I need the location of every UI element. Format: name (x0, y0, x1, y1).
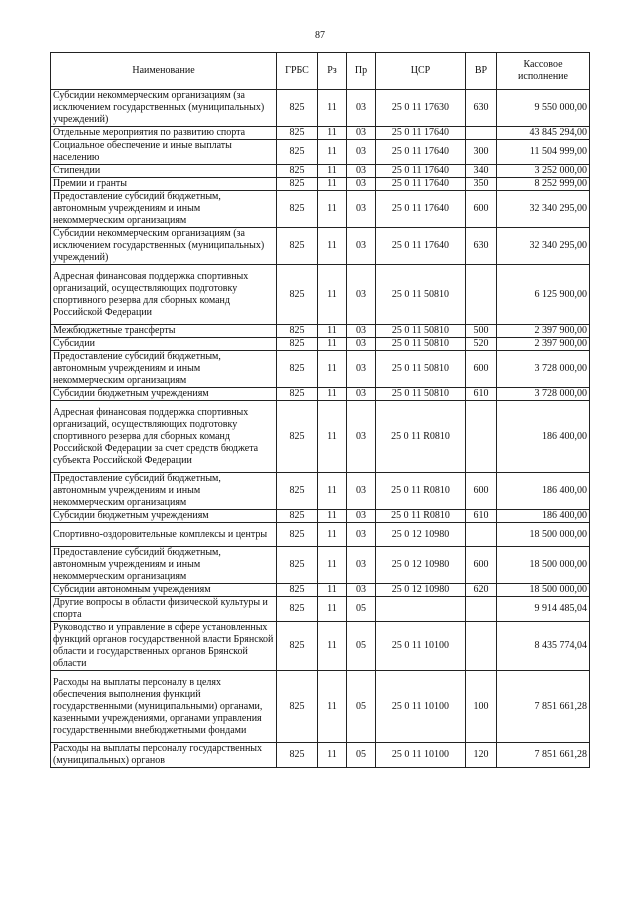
row-grbs: 825 (277, 584, 318, 597)
row-csr: 25 0 11 10100 (376, 622, 466, 671)
table-row (51, 622, 590, 671)
row-name: Адресная финансовая поддержка спортивных организаций, осуществляющих подготовку спортивного резерва для сборных команд Российской Федерации (51, 265, 277, 325)
row-grbs: 825 (277, 228, 318, 265)
table-row (51, 265, 590, 325)
table-row (51, 584, 590, 597)
row-amount: 9 914 485,04 (497, 597, 590, 622)
table-row (51, 191, 590, 228)
row-rz: 11 (318, 388, 347, 401)
row-vr (466, 597, 497, 622)
row-amount: 18 500 000,00 (497, 523, 590, 547)
table-row (51, 401, 590, 473)
row-amount: 18 500 000,00 (497, 584, 590, 597)
row-grbs: 825 (277, 178, 318, 191)
row-pr: 05 (347, 597, 376, 622)
row-rz: 11 (318, 597, 347, 622)
row-name: Субсидии бюджетным учреждениям (51, 510, 277, 523)
row-pr: 03 (347, 191, 376, 228)
header-pr: Пр (347, 53, 376, 90)
row-name: Адресная финансовая поддержка спортивных организаций, осуществляющих подготовку спортивного резерва для сборных команд Российской Федерации за счет средств бюджета субъекта Российской Федерации (51, 401, 277, 473)
row-pr: 03 (347, 473, 376, 510)
row-rz: 11 (318, 127, 347, 140)
row-name: Спортивно-оздоровительные комплексы и центры (51, 523, 277, 547)
row-rz: 11 (318, 743, 347, 768)
table-row (51, 127, 590, 140)
row-amount: 2 397 900,00 (497, 338, 590, 351)
row-rz: 11 (318, 338, 347, 351)
header-name: Наименование (51, 53, 277, 90)
row-csr: 25 0 11 50810 (376, 351, 466, 388)
row-csr: 25 0 11 17640 (376, 178, 466, 191)
row-grbs: 825 (277, 191, 318, 228)
row-vr: 500 (466, 325, 497, 338)
table-row (51, 510, 590, 523)
row-csr: 25 0 11 17640 (376, 191, 466, 228)
row-rz: 11 (318, 165, 347, 178)
row-csr: 25 0 12 10980 (376, 523, 466, 547)
table-row (51, 597, 590, 622)
row-amount: 3 728 000,00 (497, 388, 590, 401)
header-rz: Рз (318, 53, 347, 90)
row-name: Субсидии некоммерческим организациям (за исключением государственных (муниципальных) учреждений) (51, 90, 277, 127)
row-amount: 186 400,00 (497, 401, 590, 473)
row-amount: 11 504 999,00 (497, 140, 590, 165)
row-pr: 03 (347, 547, 376, 584)
row-vr: 520 (466, 338, 497, 351)
row-amount: 186 400,00 (497, 510, 590, 523)
table-row (51, 140, 590, 165)
row-csr: 25 0 11 10100 (376, 743, 466, 768)
row-csr: 25 0 11 17640 (376, 165, 466, 178)
row-rz: 11 (318, 265, 347, 325)
row-amount: 18 500 000,00 (497, 547, 590, 584)
row-rz: 11 (318, 547, 347, 584)
table-row (51, 338, 590, 351)
row-amount: 186 400,00 (497, 473, 590, 510)
row-vr: 630 (466, 228, 497, 265)
page-number: 87 (315, 30, 325, 41)
row-vr: 600 (466, 351, 497, 388)
row-amount: 3 728 000,00 (497, 351, 590, 388)
row-pr: 05 (347, 671, 376, 743)
row-grbs: 825 (277, 622, 318, 671)
row-rz: 11 (318, 178, 347, 191)
row-pr: 03 (347, 90, 376, 127)
header-grbs: ГРБС (277, 53, 318, 90)
row-vr: 340 (466, 165, 497, 178)
row-csr: 25 0 11 R0810 (376, 510, 466, 523)
row-rz: 11 (318, 325, 347, 338)
row-vr: 600 (466, 547, 497, 584)
row-csr: 25 0 11 50810 (376, 325, 466, 338)
row-pr: 03 (347, 338, 376, 351)
row-name: Расходы на выплаты персоналу государственных (муниципальных) органов (51, 743, 277, 768)
row-vr: 610 (466, 388, 497, 401)
table-row (51, 743, 590, 768)
row-grbs: 825 (277, 325, 318, 338)
row-vr (466, 401, 497, 473)
row-pr: 03 (347, 228, 376, 265)
row-pr: 03 (347, 388, 376, 401)
row-name: Отдельные мероприятия по развитию спорта (51, 127, 277, 140)
row-amount: 32 340 295,00 (497, 191, 590, 228)
row-grbs: 825 (277, 523, 318, 547)
row-rz: 11 (318, 90, 347, 127)
row-rz: 11 (318, 473, 347, 510)
row-grbs: 825 (277, 165, 318, 178)
row-amount: 3 252 000,00 (497, 165, 590, 178)
row-amount: 32 340 295,00 (497, 228, 590, 265)
row-rz: 11 (318, 671, 347, 743)
row-pr: 03 (347, 165, 376, 178)
row-vr: 600 (466, 191, 497, 228)
row-grbs: 825 (277, 671, 318, 743)
row-grbs: 825 (277, 597, 318, 622)
row-csr: 25 0 11 R0810 (376, 401, 466, 473)
row-grbs: 825 (277, 510, 318, 523)
row-grbs: 825 (277, 265, 318, 325)
row-rz: 11 (318, 510, 347, 523)
row-grbs: 825 (277, 140, 318, 165)
row-pr: 05 (347, 743, 376, 768)
header-csr: ЦСР (376, 53, 466, 90)
row-vr (466, 265, 497, 325)
row-name: Расходы на выплаты персоналу в целях обеспечения выполнения функций государственными (муниципальными) органами, казенными учреждениями, органами управления государственными внебюджетными фондами (51, 671, 277, 743)
row-name: Предоставление субсидий бюджетным, автономным учреждениям и иным некоммерческим организациям (51, 473, 277, 510)
row-pr: 03 (347, 351, 376, 388)
row-amount: 7 851 661,28 (497, 743, 590, 768)
table-row (51, 325, 590, 338)
row-rz: 11 (318, 351, 347, 388)
row-amount: 8 435 774,04 (497, 622, 590, 671)
budget-table (50, 52, 590, 768)
row-amount: 2 397 900,00 (497, 325, 590, 338)
row-csr: 25 0 12 10980 (376, 584, 466, 597)
row-pr: 03 (347, 523, 376, 547)
row-csr: 25 0 11 17640 (376, 127, 466, 140)
table-header-row (51, 53, 590, 90)
row-name: Субсидии автономным учреждениям (51, 584, 277, 597)
row-vr (466, 523, 497, 547)
row-grbs: 825 (277, 351, 318, 388)
row-rz: 11 (318, 191, 347, 228)
table-row (51, 165, 590, 178)
row-rz: 11 (318, 228, 347, 265)
row-name: Субсидии (51, 338, 277, 351)
row-vr (466, 127, 497, 140)
row-pr: 03 (347, 265, 376, 325)
row-grbs: 825 (277, 127, 318, 140)
row-rz: 11 (318, 140, 347, 165)
row-name: Социальное обеспечение и иные выплаты населению (51, 140, 277, 165)
row-pr: 03 (347, 140, 376, 165)
row-grbs: 825 (277, 90, 318, 127)
row-name: Руководство и управление в сфере установленных функций органов государственной власти Брянской области и государственных органов Брянской области (51, 622, 277, 671)
table-row (51, 388, 590, 401)
row-vr: 350 (466, 178, 497, 191)
row-vr: 100 (466, 671, 497, 743)
row-csr: 25 0 11 50810 (376, 265, 466, 325)
table-row (51, 523, 590, 547)
row-vr: 600 (466, 473, 497, 510)
row-rz: 11 (318, 523, 347, 547)
row-rz: 11 (318, 401, 347, 473)
row-rz: 11 (318, 622, 347, 671)
row-pr: 03 (347, 584, 376, 597)
row-amount: 43 845 294,00 (497, 127, 590, 140)
row-vr: 630 (466, 90, 497, 127)
row-amount: 6 125 900,00 (497, 265, 590, 325)
row-name: Межбюджетные трансферты (51, 325, 277, 338)
row-amount: 8 252 999,00 (497, 178, 590, 191)
row-vr: 620 (466, 584, 497, 597)
row-grbs: 825 (277, 473, 318, 510)
row-csr (376, 597, 466, 622)
row-csr: 25 0 12 10980 (376, 547, 466, 584)
row-vr: 120 (466, 743, 497, 768)
header-vr: ВР (466, 53, 497, 90)
row-vr: 300 (466, 140, 497, 165)
row-name: Другие вопросы в области физической культуры и спорта (51, 597, 277, 622)
row-name: Стипендии (51, 165, 277, 178)
row-grbs: 825 (277, 388, 318, 401)
row-grbs: 825 (277, 547, 318, 584)
row-name: Премии и гранты (51, 178, 277, 191)
row-csr: 25 0 11 R0810 (376, 473, 466, 510)
row-csr: 25 0 11 17630 (376, 90, 466, 127)
row-grbs: 825 (277, 338, 318, 351)
row-vr: 610 (466, 510, 497, 523)
row-csr: 25 0 11 50810 (376, 388, 466, 401)
row-csr: 25 0 11 17640 (376, 140, 466, 165)
row-amount: 9 550 000,00 (497, 90, 590, 127)
table-row (51, 90, 590, 127)
table-row (51, 671, 590, 743)
row-csr: 25 0 11 50810 (376, 338, 466, 351)
table-row (51, 351, 590, 388)
header-amount: Кассовое исполнение (497, 53, 590, 90)
row-name: Предоставление субсидий бюджетным, автономным учреждениям и иным некоммерческим организациям (51, 351, 277, 388)
row-vr (466, 622, 497, 671)
row-grbs: 825 (277, 743, 318, 768)
row-csr: 25 0 11 17640 (376, 228, 466, 265)
table-row (51, 547, 590, 584)
table-row (51, 178, 590, 191)
row-name: Предоставление субсидий бюджетным, автономным учреждениям и иным некоммерческим организациям (51, 547, 277, 584)
row-name: Предоставление субсидий бюджетным, автономным учреждениям и иным некоммерческим организациям (51, 191, 277, 228)
row-csr: 25 0 11 10100 (376, 671, 466, 743)
row-pr: 03 (347, 510, 376, 523)
row-rz: 11 (318, 584, 347, 597)
row-amount: 7 851 661,28 (497, 671, 590, 743)
row-pr: 05 (347, 622, 376, 671)
row-name: Субсидии бюджетным учреждениям (51, 388, 277, 401)
row-pr: 03 (347, 127, 376, 140)
table-row (51, 228, 590, 265)
row-name: Субсидии некоммерческим организациям (за исключением государственных (муниципальных) учреждений) (51, 228, 277, 265)
row-pr: 03 (347, 325, 376, 338)
row-grbs: 825 (277, 401, 318, 473)
row-pr: 03 (347, 178, 376, 191)
row-pr: 03 (347, 401, 376, 473)
table-row (51, 473, 590, 510)
